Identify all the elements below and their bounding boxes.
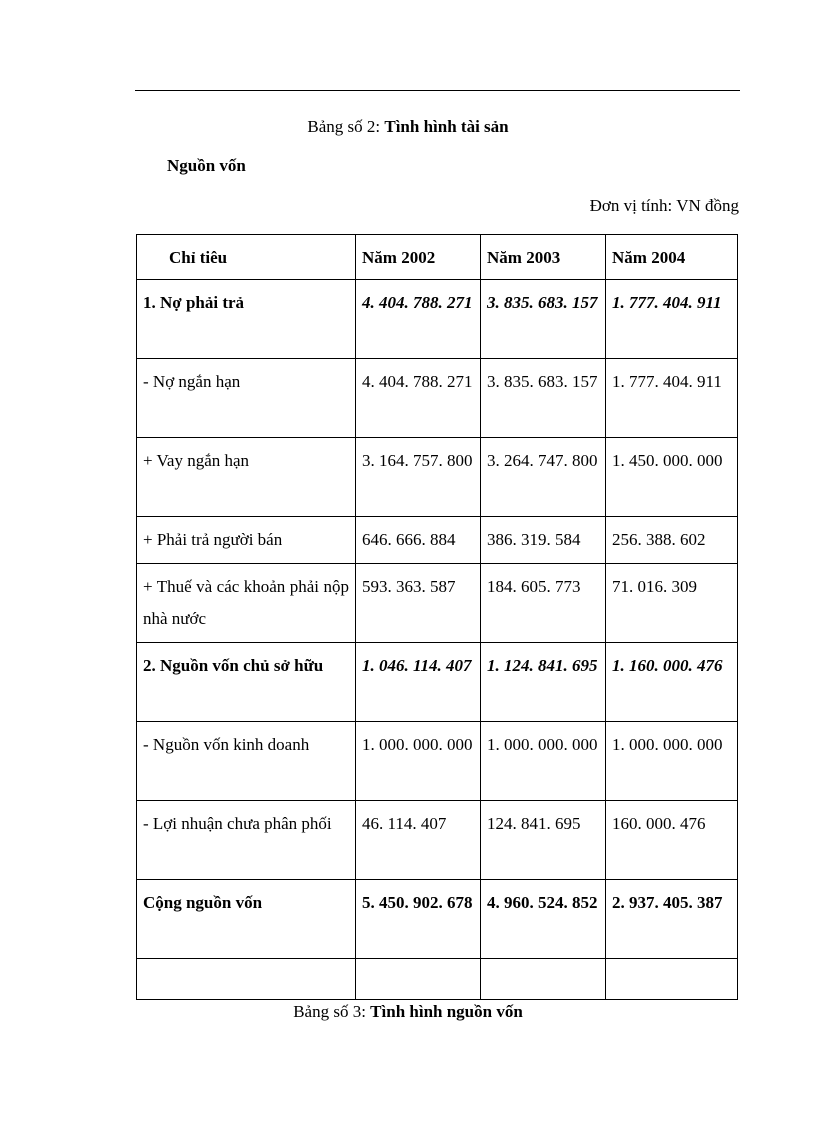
table-row (137, 359, 738, 438)
cell-2003: 184. 605. 773 (481, 564, 606, 643)
cell-2004 (606, 959, 738, 1000)
table-row (137, 517, 738, 564)
cell-2003: 4. 960. 524. 852 (481, 880, 606, 959)
row-label: + Thuế và các khoản phải nộp nhà nước (137, 564, 356, 643)
row-label: + Phải trả người bán (137, 517, 356, 564)
caption-title: Tình hình nguồn vốn (370, 1002, 523, 1021)
header-year-2004: Năm 2004 (606, 235, 738, 280)
row-label: Cộng nguồn vốn (137, 880, 356, 959)
cell-2004: 1. 450. 000. 000 (606, 438, 738, 517)
row-label: + Vay ngắn hạn (137, 438, 356, 517)
caption-title: Tình hình tài sản (384, 117, 509, 136)
table-row (137, 564, 738, 643)
cell-2002 (356, 959, 481, 1000)
cell-2002: 3. 164. 757. 800 (356, 438, 481, 517)
cell-2002: 1. 000. 000. 000 (356, 722, 481, 801)
section-heading: Nguồn vốn (167, 156, 246, 175)
header-year-2003: Năm 2003 (481, 235, 606, 280)
header-indicator: Chỉ tiêu (137, 235, 356, 280)
row-label: 2. Nguồn vốn chủ sở hữu (137, 643, 356, 722)
row-label: - Nguồn vốn kinh doanh (137, 722, 356, 801)
capital-sources-table (136, 234, 738, 1000)
cell-2003: 386. 319. 584 (481, 517, 606, 564)
table-row (137, 722, 738, 801)
cell-2004: 160. 000. 476 (606, 801, 738, 880)
table-row (137, 438, 738, 517)
cell-2003: 124. 841. 695 (481, 801, 606, 880)
cell-2003 (481, 959, 606, 1000)
cell-2004: 2. 937. 405. 387 (606, 880, 738, 959)
cell-2003: 3. 264. 747. 800 (481, 438, 606, 517)
unit-note: Đơn vị tính: VN đồng (589, 196, 739, 215)
cell-2002: 4. 404. 788. 271 (356, 280, 481, 359)
caption-prefix: Bảng số 3: (293, 1002, 371, 1021)
caption-prefix: Bảng số 2: (307, 117, 385, 136)
row-label: - Nợ ngắn hạn (137, 359, 356, 438)
cell-2004: 1. 000. 000. 000 (606, 722, 738, 801)
cell-2003: 1. 000. 000. 000 (481, 722, 606, 801)
cell-2004: 71. 016. 309 (606, 564, 738, 643)
header-year-2002: Năm 2002 (356, 235, 481, 280)
cell-2004: 1. 777. 404. 911 (606, 280, 738, 359)
row-label (137, 959, 356, 1000)
cell-2003: 3. 835. 683. 157 (481, 280, 606, 359)
cell-2003: 1. 124. 841. 695 (481, 643, 606, 722)
cell-2004: 1. 160. 000. 476 (606, 643, 738, 722)
row-label: - Lợi nhuận chưa phân phối (137, 801, 356, 880)
cell-2002: 5. 450. 902. 678 (356, 880, 481, 959)
cell-2002: 46. 114. 407 (356, 801, 481, 880)
cell-2002: 4. 404. 788. 271 (356, 359, 481, 438)
row-label: 1. Nợ phải trả (137, 280, 356, 359)
table-row (137, 880, 738, 959)
table-3-caption (0, 1002, 816, 1022)
cell-2002: 1. 046. 114. 407 (356, 643, 481, 722)
cell-2004: 256. 388. 602 (606, 517, 738, 564)
cell-2002: 593. 363. 587 (356, 564, 481, 643)
cell-2004: 1. 777. 404. 911 (606, 359, 738, 438)
cell-2002: 646. 666. 884 (356, 517, 481, 564)
cell-2003: 3. 835. 683. 157 (481, 359, 606, 438)
table-header-row (137, 235, 738, 280)
table-row (137, 643, 738, 722)
table-2-caption (0, 117, 816, 137)
table-row-empty (137, 959, 738, 1000)
table-row (137, 801, 738, 880)
header-rule (135, 90, 740, 91)
table-row (137, 280, 738, 359)
